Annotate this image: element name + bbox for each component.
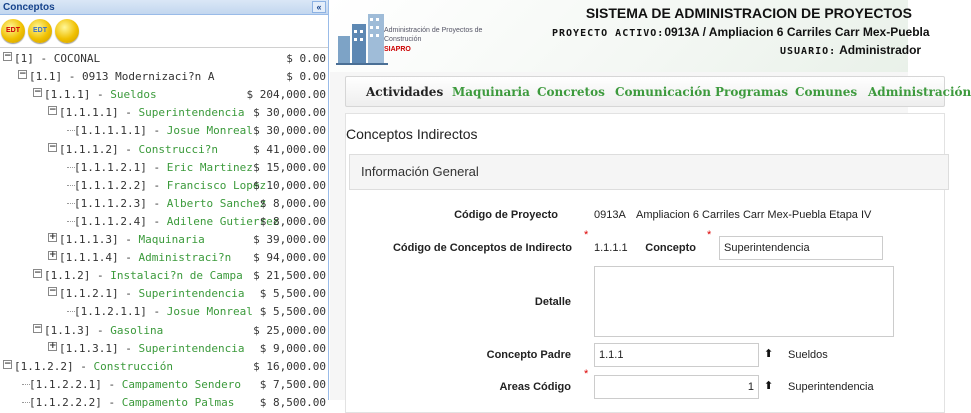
area-code-input[interactable]: 1 — [594, 375, 759, 399]
edt-button[interactable]: EDT — [1, 19, 25, 43]
logo-text: Administración de Proyectos de Construción — [384, 27, 483, 43]
tree-node-code: [1.1.1.2.1] — [74, 160, 147, 174]
tree-node-code: [1.1.3.1] — [59, 341, 119, 355]
tree-node[interactable] — [0, 339, 329, 357]
tree-node-code: [1.1.3] — [44, 323, 91, 337]
area-name: Superintendencia — [788, 381, 874, 393]
tree-node-code: [1.1.1.4] — [59, 251, 119, 265]
tree-node-code: [1.1.1.3] — [59, 233, 119, 246]
concept-label: Concepto — [645, 242, 696, 254]
tree-node-code: [1.1.2] — [44, 269, 91, 283]
tree-node[interactable] — [0, 49, 329, 67]
required-marker: * — [584, 368, 589, 380]
collapse-icon[interactable]: − — [19, 69, 27, 80]
tree-node-value: $ 7,500.00 — [259, 377, 326, 391]
concepts-toolbar — [0, 15, 328, 48]
tree-node-name: Instalaci?n de Campa — [110, 269, 243, 283]
expand-icon[interactable]: + — [49, 232, 57, 242]
tree-node[interactable] — [0, 176, 329, 194]
tree-node-label: [1.1.1.1] - Superintendencia — [59, 106, 245, 120]
tree-node-label: [1.1] - 0913 Modernizaci?n A — [29, 70, 215, 84]
tree-node-name: Josue Monreal — [166, 124, 253, 138]
tree-node[interactable] — [0, 357, 329, 375]
tree-node-label: [1.1.3.1] - Superintendencia — [59, 341, 245, 355]
tree-node-value: $ 16,000.00 — [253, 359, 326, 373]
parent-concept-input[interactable]: 1.1.1 — [594, 343, 759, 367]
collapse-icon[interactable]: − — [34, 268, 42, 279]
up-arrow-icon[interactable]: ⬆ — [764, 347, 774, 360]
tree-node[interactable] — [0, 393, 329, 411]
tree-node-code: [1.1.1.1.1] — [74, 124, 147, 138]
tree-node-label: [1.1.2] - Instalaci?n de Campa — [44, 269, 243, 283]
project-code-label: Código de Proyecto — [454, 209, 558, 221]
tree-node-label: [1.1.2.2] - Construcción — [14, 359, 173, 373]
tree-node-code: [1.1.1.2.2] — [74, 178, 147, 192]
nav-concretos[interactable]: Concretos — [537, 85, 605, 99]
concepts-panel-header — [0, 0, 328, 15]
tree-node[interactable] — [0, 158, 329, 176]
tree-node-value: $ 5,500.00 — [259, 305, 326, 319]
tree-node[interactable] — [0, 375, 329, 393]
project-value: 0913A / Ampliacion 6 Carriles Carr Mex-Puebla — [664, 25, 930, 39]
tree-node-label: [1.1.1.4] - Administraci?n — [59, 251, 232, 265]
collapse-icon[interactable]: − — [4, 51, 12, 61]
blank-coin-button[interactable] — [55, 19, 79, 43]
tree-node-value: $ 5,500.00 — [259, 287, 326, 301]
collapse-icon[interactable]: − — [34, 322, 42, 333]
detail-label: Detalle — [534, 296, 571, 308]
project-name-value: Ampliacion 6 Carriles Carr Mex-Puebla Etapa IV — [636, 209, 872, 221]
tree-node-value: $ 94,000.00 — [253, 251, 326, 265]
required-marker: * — [707, 229, 712, 241]
tree-node-code: [1.1.2.1] — [59, 287, 119, 301]
tree-node-value: $ 25,000.00 — [253, 323, 326, 337]
tree-node-code: [1.1.1] — [44, 88, 91, 102]
nav-comunicacion[interactable]: Comunicación — [615, 85, 711, 99]
tree-node-label: [1] - COCONAL — [14, 52, 101, 65]
main-nav — [345, 76, 971, 107]
tree-node-name: Adilene Gutierrez — [166, 214, 280, 228]
current-user — [780, 43, 921, 57]
user-label: USUARIO: — [780, 46, 837, 57]
system-title: SISTEMA DE ADMINISTRACION DE PROYECTOS — [585, 5, 912, 21]
tree-node-label: [1.1.1.2.3] - Alberto Sanchez — [74, 196, 267, 210]
collapse-panel-icon[interactable]: « — [312, 1, 326, 13]
tree-node[interactable] — [0, 121, 329, 139]
tree-node-code: [1.1.2.1.1] — [74, 305, 147, 319]
tree-node[interactable] — [0, 85, 329, 103]
tree-node-value: $ 30,000.00 — [253, 106, 326, 120]
tree-node-code: [1.1] — [29, 70, 63, 84]
tree-node-value: $ 41,000.00 — [253, 142, 326, 156]
tree-node[interactable] — [0, 103, 329, 121]
expand-icon[interactable]: + — [49, 340, 57, 351]
tree-node-name: Alberto Sanchez — [166, 196, 267, 210]
tree-node-value: $ 8,000.00 — [259, 214, 326, 228]
tree-node-name: Sueldos — [110, 88, 157, 102]
tree-node[interactable] — [0, 194, 329, 212]
header-banner — [330, 0, 930, 72]
tree-node-name: 0913 Modernizaci?n A — [82, 70, 215, 84]
nav-programas[interactable]: Programas — [715, 85, 789, 99]
tree-node-label: [1.1.1.3] - Maquinaria — [59, 233, 205, 246]
tree-node-label: [1.1.2.1.1] - Josue Monreal — [74, 305, 253, 319]
tree-node-label: [1.1.3] - Gasolina — [44, 323, 164, 337]
concept-input[interactable]: Superintendencia — [719, 236, 883, 260]
tree-node[interactable] — [0, 266, 329, 284]
tree-node-code: [1.1.1.2] — [59, 142, 119, 156]
tree-node-label: [1.1.2.2.1] - Campamento Sendero — [29, 377, 241, 391]
tree-node-name: Superintendencia — [138, 287, 245, 301]
tree-node-code: [1.1.2.2] — [14, 359, 74, 373]
tree-node-name: Administraci?n — [138, 251, 232, 265]
detail-textarea[interactable] — [594, 266, 894, 337]
nav-administracion[interactable]: Administración — [868, 85, 971, 99]
tree-node-value: $ 9,000.00 — [259, 341, 326, 355]
tree-node-name: Josue Monreal — [166, 305, 253, 319]
expand-icon[interactable]: + — [49, 250, 57, 261]
tree-node-value: $ 8,000.00 — [259, 196, 326, 210]
main-area — [330, 0, 971, 400]
tree-node-label: [1.1.1] - Sueldos — [44, 88, 157, 102]
tree-node-name: Superintendencia — [138, 106, 245, 120]
tree-node-name: Superintendencia — [138, 341, 245, 355]
tree-node-value: $ 8,500.00 — [259, 395, 326, 409]
tree-node[interactable] — [0, 321, 329, 339]
logo-brand: SIAPRO — [384, 46, 411, 53]
tree-node-name: COCONAL — [53, 52, 101, 65]
tree-node-name: Gasolina — [110, 323, 164, 337]
tree-node-name: Francisco Lopez — [166, 178, 267, 192]
concept-code-label: Código de Conceptos de Indirecto — [392, 242, 572, 254]
collapse-icon[interactable]: − — [4, 358, 12, 369]
tree-node[interactable] — [0, 140, 329, 158]
tree-node[interactable] — [0, 284, 329, 302]
tree-node-name: Eric Martinez — [166, 160, 253, 174]
edt-edit-button[interactable]: EDT — [28, 19, 52, 43]
tree-node-label: [1.1.1.2] - Construcci?n — [59, 142, 218, 156]
tree-node-name: Campamento Sendero — [121, 377, 241, 391]
tree-node[interactable] — [0, 67, 329, 85]
tree-node-value: $ 21,500.00 — [253, 269, 326, 283]
tree-node-label: [1.1.2.1] - Superintendencia — [59, 287, 245, 301]
tree-node-label: [1.1.1.2.1] - Eric Martinez — [74, 160, 253, 174]
tree-node-code: [1.1.1.2.4] — [74, 214, 147, 228]
tree-node[interactable] — [0, 248, 329, 266]
tree-node-label: [1.1.2.2.2] - Campamento Palmas — [29, 395, 235, 409]
form-panel — [345, 113, 945, 413]
tree-node-value: $ 39,000.00 — [253, 233, 326, 246]
tree-node[interactable] — [0, 302, 329, 320]
nav-comunes[interactable]: Comunes — [795, 85, 858, 99]
required-marker: * — [584, 229, 589, 241]
tree-node-code: [1.1.1.1] — [59, 106, 119, 120]
tree-node-code: [1.1.1.2.3] — [74, 196, 147, 210]
tree-node-value: $ 204,000.00 — [246, 88, 326, 102]
collapse-icon[interactable]: − — [34, 87, 42, 98]
tree-node-code: [1.1.2.2.1] — [29, 377, 102, 391]
page-title: Conceptos Indirectos — [346, 126, 478, 142]
nav-maquinaria[interactable]: Maquinaria — [452, 85, 530, 99]
up-arrow-icon[interactable]: ⬆ — [764, 379, 774, 392]
collapse-icon[interactable]: − — [49, 141, 57, 152]
tree-node[interactable] — [0, 212, 329, 230]
tree-node-label: [1.1.1.2.4] - Adilene Gutierrez — [74, 214, 280, 228]
tree-node-name: Construcci?n — [138, 142, 218, 156]
project-label: PROYECTO ACTIVO: — [552, 28, 665, 39]
tree-node-value: $ 10,000.00 — [253, 178, 326, 192]
tree-node-value: $ 30,000.00 — [253, 124, 326, 138]
parent-concept-label: Concepto Padre — [486, 349, 571, 361]
tree-node-label: [1.1.1.1.1] - Josue Monreal — [74, 124, 253, 138]
concepts-panel-title: Conceptos — [3, 2, 55, 13]
section-header — [349, 154, 949, 190]
tree-node-code: [1.1.2.2.2] — [29, 395, 102, 409]
tree-node-name: Construcción — [93, 359, 173, 373]
tree-node-label: [1.1.1.2.2] - Francisco Lopez — [74, 178, 267, 192]
area-code-label: Areas Código — [499, 381, 571, 393]
tree-node-value: $ 15,000.00 — [253, 160, 326, 174]
parent-concept-name: Sueldos — [788, 349, 828, 361]
user-value: Administrador — [839, 43, 922, 57]
concept-code-value: 1.1.1.1 — [594, 242, 628, 254]
tree-node-value: $ 0.00 — [286, 52, 326, 65]
project-code-value: 0913A — [594, 209, 626, 221]
tree-node-name: Campamento Palmas — [121, 395, 235, 409]
tree-node-name: Maquinaria — [138, 233, 205, 246]
tree-node-code: [1] — [14, 52, 34, 65]
collapse-icon[interactable]: − — [49, 105, 57, 116]
concepts-panel — [0, 0, 329, 409]
tree-node-value: $ 0.00 — [286, 70, 326, 84]
collapse-icon[interactable]: − — [49, 286, 57, 297]
section-title: Información General — [361, 164, 479, 179]
nav-actividades[interactable]: Actividades — [366, 85, 444, 99]
tree-node[interactable] — [0, 230, 329, 248]
active-project — [552, 25, 930, 39]
